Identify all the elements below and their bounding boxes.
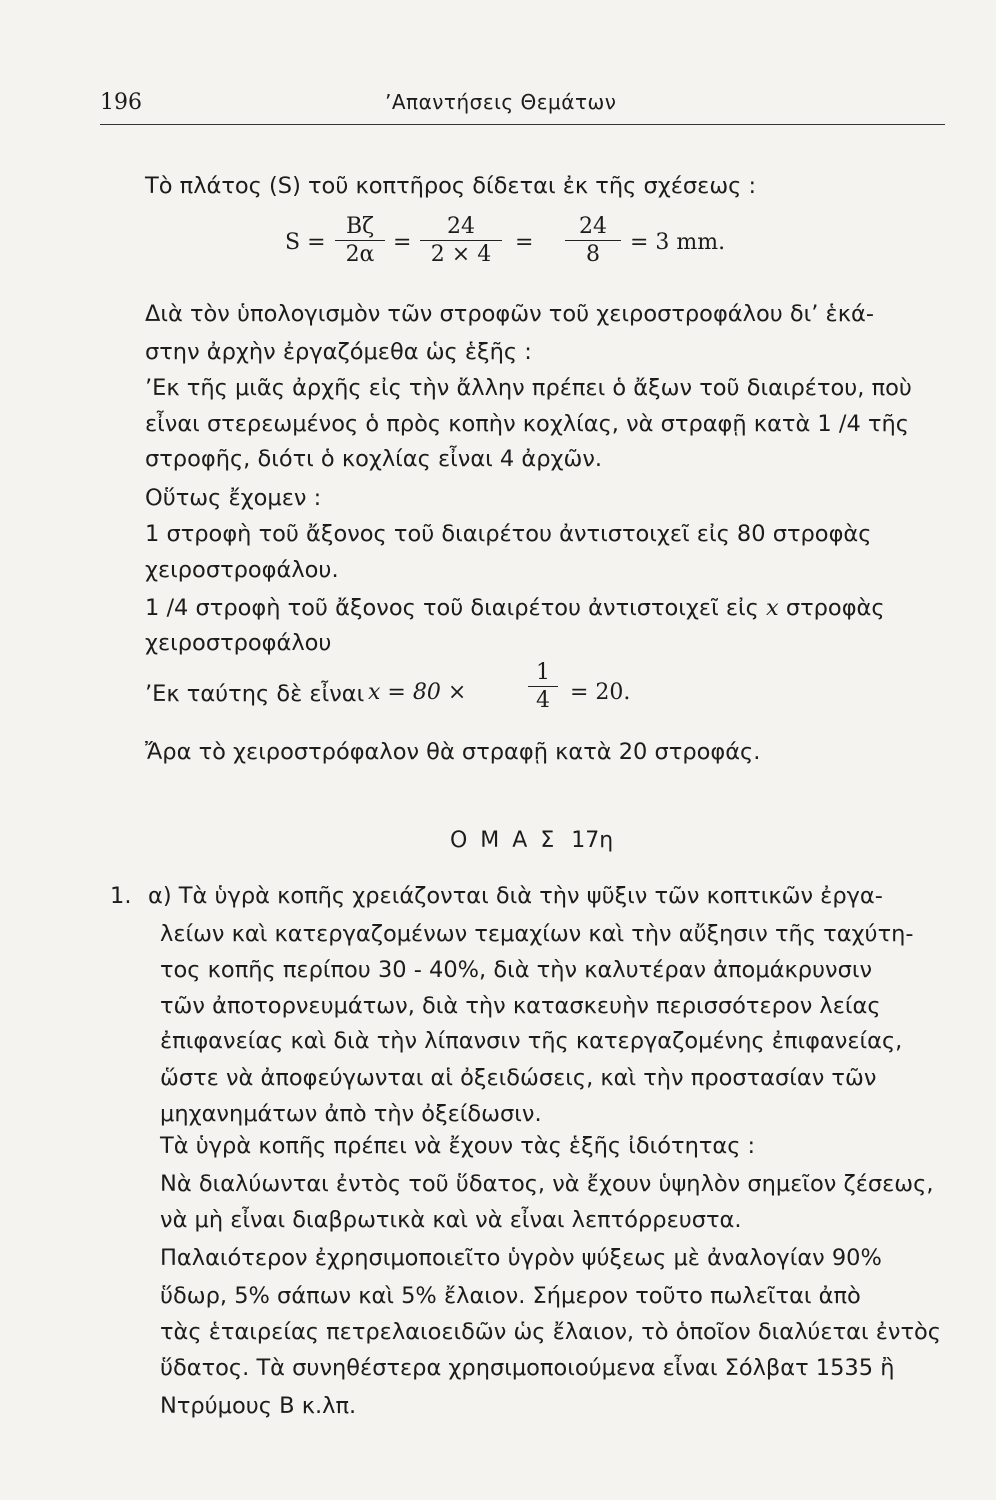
item-line: Παλαιότερον ἐχρησιμοποιεῖτο ὑγρὸν ψύξεως μὲ ἀναλογίαν 90% xyxy=(160,1245,882,1271)
paragraph-line: χειροστροφάλου. xyxy=(145,557,339,583)
item-line: τῶν ἀποτορνευμάτων, διὰ τὴν κατασκευὴν περισσότερον λείας xyxy=(160,993,881,1019)
fraction-24-over-8 xyxy=(565,214,621,269)
paragraph-line xyxy=(145,592,885,624)
item-line: τὰς ἑταιρείας πετρελαιοειδῶν ὡς ἔλαιον, τὸ ὁποῖον διαλύεται ἐντὸς xyxy=(160,1319,941,1345)
fraction-numerator: 24 xyxy=(565,214,621,241)
item-line: μηχανημάτων ἀπὸ τὴν ὀξείδωσιν. xyxy=(160,1101,542,1127)
item-line: Νὰ διαλύωνται ἐντὸς τοῦ ὕδατος, νὰ ἔχουν ὑψηλὸν σημεῖον ζέσεως, xyxy=(160,1171,934,1197)
paragraph-line: Διὰ τὸν ὑπολογισμὸν τῶν στροφῶν τοῦ χειροστροφάλου δι’ ἑκά- xyxy=(145,301,874,327)
text-segment: 1 /4 στροφὴ τοῦ ἄξονος τοῦ διαιρέτου ἀντιστοιχεῖ εἰς xyxy=(145,595,759,621)
paragraph-line: Οὕτως ἔχομεν : xyxy=(145,485,322,511)
item-line: Ντρύμους Β κ.λπ. xyxy=(160,1393,357,1419)
paragraph-line: 1 στροφὴ τοῦ ἄξονος τοῦ διαιρέτου ἀντιστοιχεῖ εἰς 80 στροφὰς xyxy=(145,521,872,547)
fraction-numerator: 1 xyxy=(528,660,558,687)
item-line: λείων καὶ κατεργαζομένων τεμαχίων καὶ τὴν αὔξησιν τῆς ταχύτη- xyxy=(160,921,914,947)
fraction-24-over-2x4 xyxy=(420,214,502,269)
item-line: ὕδατος. Τὰ συνηθέστερα χρησιμοποιούμενα εἶναι Σόλβατ 1535 ἢ xyxy=(160,1355,895,1381)
fraction-denominator: 4 xyxy=(536,688,550,713)
formula-prefix: ’Εκ ταύτης δὲ εἶναι xyxy=(145,681,365,707)
fraction-numerator: Bζ xyxy=(335,214,385,241)
formula-result: = 3 mm. xyxy=(630,230,726,255)
formula-lhs: S = xyxy=(285,230,326,255)
section-heading xyxy=(450,828,613,853)
text-segment: στροφὰς xyxy=(785,595,885,621)
fraction-numerator: 24 xyxy=(420,214,502,241)
fraction-1-over-4 xyxy=(528,660,558,715)
item-number: 1. xyxy=(110,883,132,909)
fraction-b-over-2a xyxy=(335,214,385,269)
item-line: νὰ μὴ εἶναι διαβρωτικὰ καὶ νὰ εἶναι λεπτόρρευστα. xyxy=(160,1207,742,1233)
paragraph-line: Ἄρα τὸ χειροστρόφαλον θὰ στραφῇ κατὰ 20 στροφάς. xyxy=(145,739,761,765)
item-line: ὕδωρ, 5% σάπων καὶ 5% ἔλαιον. Σήμερον τοῦτο πωλεῖται ἀπὸ xyxy=(160,1283,861,1309)
paragraph-line: χειροστροφάλου xyxy=(145,630,332,656)
paragraph-intro: Τὸ πλάτος (S) τοῦ κοπτῆρος δίδεται ἐκ τῆς σχέσεως : xyxy=(145,173,757,199)
item-line: ὥστε νὰ ἀποφεύγωνται αἱ ὀξειδώσεις, καὶ τὴν προστασίαν τῶν xyxy=(160,1065,877,1091)
page-number: 196 xyxy=(100,90,142,115)
fraction-denominator: 2α xyxy=(345,242,375,267)
item-line: τος κοπῆς περίπου 30 - 40%, διὰ τὴν καλυτέραν ἀπομάκρυνσιν xyxy=(160,957,873,983)
section-title: Ο Μ Α Σ xyxy=(450,828,558,853)
fraction-denominator: 2 × 4 xyxy=(430,242,492,267)
paragraph-line: ’Εκ τῆς μιᾶς ἀρχῆς εἰς τὴν ἄλλην πρέπει ὁ ἄξων τοῦ διαιρέτου, ποὺ xyxy=(145,375,912,401)
item-line: α) Τὰ ὑγρὰ κοπῆς χρειάζονται διὰ τὴν ψῦξιν τῶν κοπτικῶν ἐργα- xyxy=(148,883,883,909)
section-number: 17η xyxy=(571,828,614,853)
paragraph-line: στροφῆς, διότι ὁ κοχλίας εἶναι 4 ἀρχῶν. xyxy=(145,446,603,472)
formula-result: = 20. xyxy=(570,680,631,705)
variable-x: x xyxy=(765,595,779,621)
running-title: ’Απαντήσεις Θεμάτων xyxy=(385,90,617,114)
equals-sign: = xyxy=(515,230,534,255)
formula-lhs: x = 80 × xyxy=(368,680,467,705)
page-header xyxy=(100,88,945,125)
item-line: ἐπιφανείας καὶ διὰ τὴν λίπανσιν τῆς κατεργαζομένης ἐπιφανείας, xyxy=(160,1028,903,1054)
paragraph-line: στην ἀρχὴν ἐργαζόμεθα ὡς ἑξῆς : xyxy=(145,339,532,365)
paragraph-line: εἶναι στερεωμένος ὁ πρὸς κοπὴν κοχλίας, νὰ στραφῇ κατὰ 1 /4 τῆς xyxy=(145,411,909,437)
fraction-denominator: 8 xyxy=(586,242,600,267)
item-line: Τὰ ὑγρὰ κοπῆς πρέπει νὰ ἔχουν τὰς ἑξῆς ἰδιότητας : xyxy=(160,1133,756,1159)
equals-sign: = xyxy=(393,230,412,255)
